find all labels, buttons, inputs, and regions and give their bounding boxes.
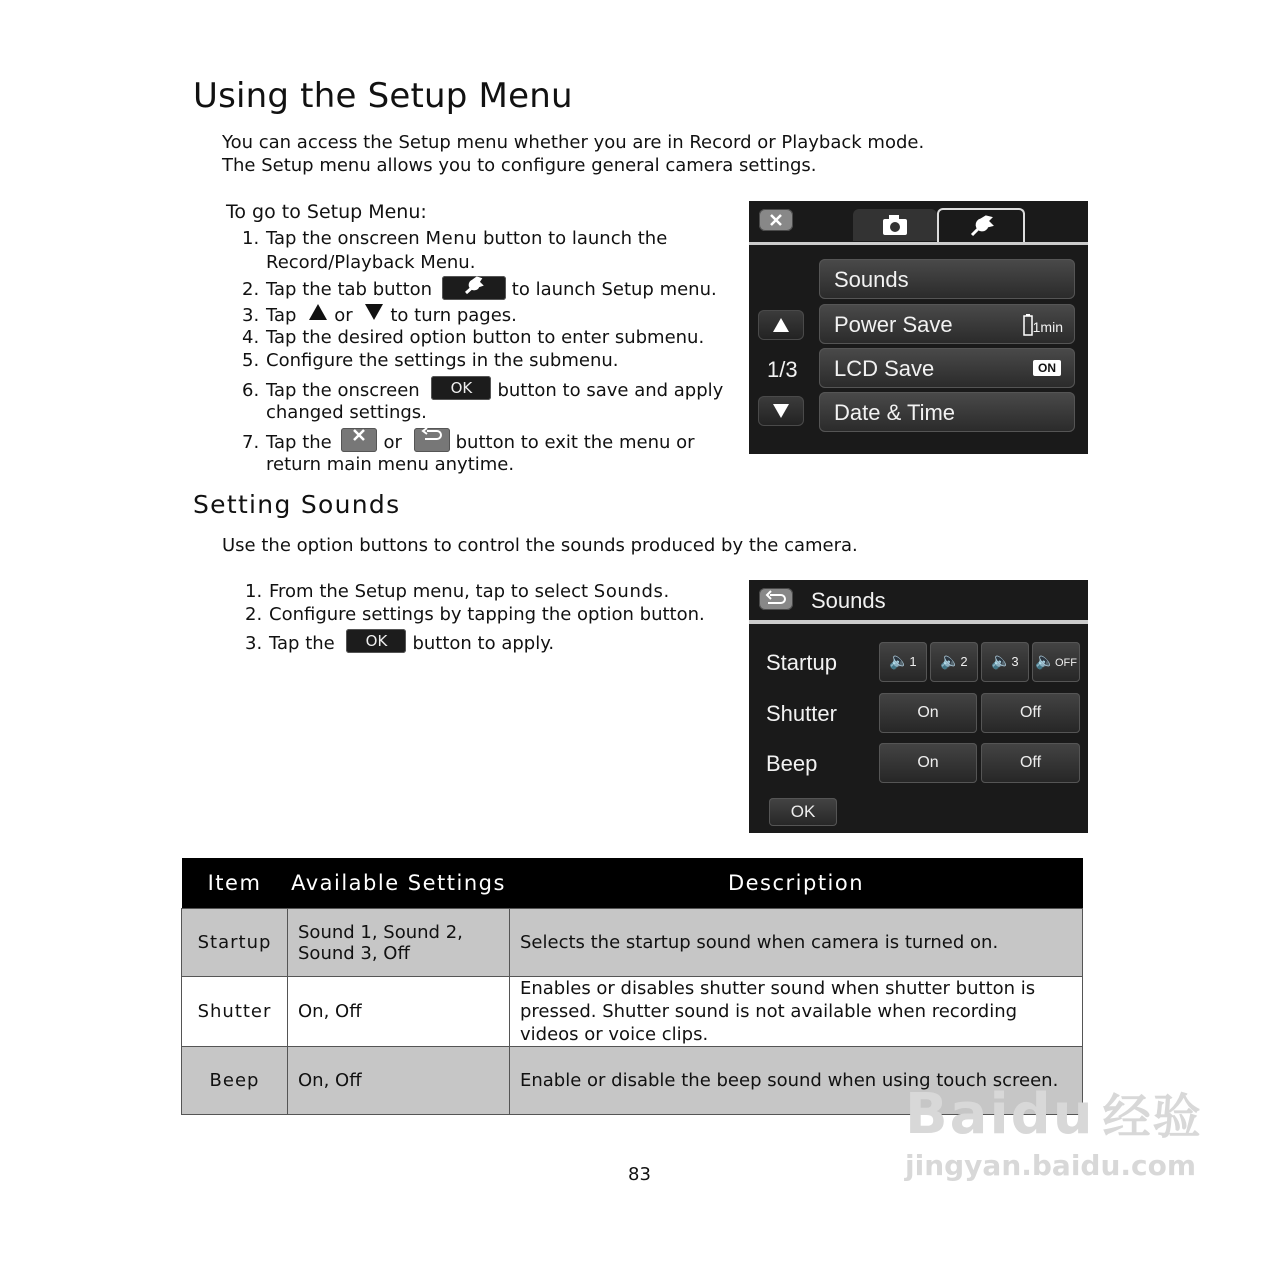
setup-tab: [937, 208, 1025, 244]
wrench-icon: [939, 210, 1023, 242]
sounds-screenshot: [749, 580, 1088, 833]
startup-sound-2: 🔈2: [930, 642, 978, 682]
up-arrow-icon: [308, 303, 328, 326]
step-2: 2. Tap the tab button to launch Setup menu.: [242, 276, 717, 304]
table-header: [182, 858, 1083, 909]
page-indicator: 1/3: [767, 357, 798, 382]
setup-menu-screenshot: [749, 201, 1088, 454]
page-number: 83: [628, 1164, 651, 1185]
step-5: 5. Configure the settings in the submenu.: [242, 350, 619, 371]
step-6: 6. Tap the onscreen OK button to save and apply: [242, 376, 723, 406]
ok-button: OK: [769, 798, 837, 826]
startup-sound-off: 🔈OFF: [1032, 642, 1080, 682]
tab-divider: [749, 242, 1088, 245]
shutter-on: On: [879, 693, 977, 733]
return-icon: [414, 428, 450, 452]
step-7-cont: return main menu anytime.: [266, 454, 515, 475]
sound-step-3: 3. Tap the OK button to apply.: [245, 629, 554, 659]
intro-text: You can access the Setup menu whether you are in Record or Playback mode. The Setup menu allows you to configure general camera settings.: [222, 132, 925, 176]
page-up-button: [758, 310, 804, 340]
sound-step-2: 2. Configure settings by tapping the option button.: [245, 604, 705, 625]
step-1-cont: Record/Playback Menu.: [266, 252, 476, 273]
sound-step-1: 1. From the Setup menu, tap to select Sounds.: [245, 581, 670, 602]
speaker-icon: 🔈: [889, 653, 910, 670]
page-down-button: [758, 396, 804, 426]
table-row: Startup Sound 1, Sound 2, Sound 3, Off Selects the startup sound when camera is turned on.: [182, 909, 1083, 977]
menu-item-date-time: Date & Time: [819, 392, 1075, 432]
shutter-label: Shutter: [766, 701, 837, 726]
camera-tab: [853, 209, 937, 241]
startup-sound-3: 🔈3: [981, 642, 1029, 682]
ok-button-image: OK: [346, 629, 406, 653]
beep-off: Off: [981, 743, 1080, 783]
step-3: 3. Tap or to turn pages.: [242, 305, 517, 326]
table-row: Shutter On, Off Enables or disables shutter sound when shutter button is pressed. Shutter sound is not available when recording videos or voice clips.: [182, 977, 1083, 1047]
goto-heading: To go to Setup Menu:: [226, 201, 427, 223]
return-icon: [759, 588, 793, 610]
menu-item-sounds: Sounds: [819, 259, 1075, 299]
down-arrow-icon: [364, 303, 384, 326]
power-save-value: 1min: [1023, 314, 1063, 336]
title-divider: [749, 620, 1088, 624]
header-description: Description: [510, 858, 1083, 909]
sounds-heading: Setting Sounds: [193, 490, 401, 519]
step-1: 1. Tap the onscreen Menu button to launch the: [242, 228, 668, 249]
page-title: Using the Setup Menu: [193, 76, 573, 116]
table-row: Beep On, Off Enable or disable the beep sound when using touch screen.: [182, 1047, 1083, 1115]
wrench-tab-icon: [442, 276, 506, 300]
sounds-screen-title: Sounds: [811, 588, 886, 613]
ok-button-image: OK: [431, 376, 491, 400]
speaker-icon: 🔈: [1035, 653, 1055, 670]
speaker-icon: 🔈: [940, 653, 961, 670]
close-icon: [759, 209, 793, 231]
battery-icon: [1023, 314, 1033, 336]
baidu-watermark: Baidu 经验 jingyan.baidu.com: [905, 1082, 1203, 1182]
step-6-cont: changed settings.: [266, 402, 427, 423]
beep-label: Beep: [766, 751, 818, 776]
menu-item-lcd-save: LCD Save ON: [819, 348, 1075, 388]
step-7: 7. Tap the or button to exit the menu or: [242, 428, 695, 458]
menu-item-power-save: Power Save 1min: [819, 304, 1075, 344]
sounds-intro: Use the option buttons to control the sounds produced by the camera.: [222, 535, 858, 556]
shutter-off: Off: [981, 693, 1080, 733]
lcd-save-value: ON: [1033, 360, 1061, 376]
beep-on: On: [879, 743, 977, 783]
startup-label: Startup: [766, 650, 837, 675]
startup-sound-1: 🔈1: [879, 642, 927, 682]
camera-icon: [853, 209, 937, 241]
step-4: 4. Tap the desired option button to enter submenu.: [242, 327, 705, 348]
header-item: Item: [182, 858, 288, 909]
speaker-icon: 🔈: [991, 653, 1012, 670]
header-settings: Available Settings: [288, 858, 510, 909]
close-icon: [341, 428, 377, 452]
settings-table: [181, 858, 1083, 1115]
